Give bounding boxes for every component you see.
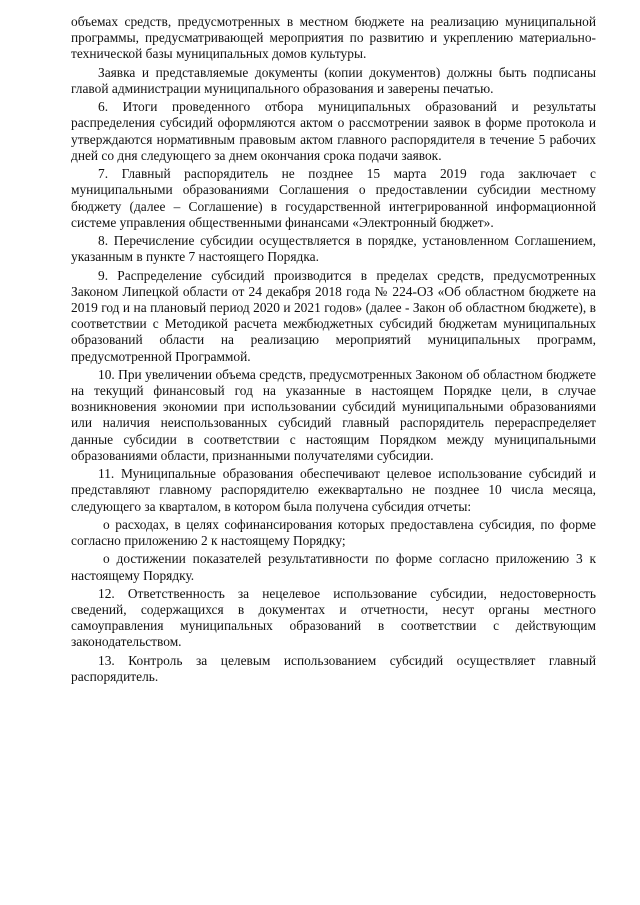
- paragraph-item-13: 13. Контроль за целевым использованием субсидий осуществляет главный распорядитель.: [71, 652, 596, 684]
- paragraph-report-indicators: о достижении показателей результативности по форме согласно приложению 3 к настоящему Порядку.: [71, 551, 596, 583]
- paragraph-report-expenses: о расходах, в целях софинансирования которых предоставлена субсидия, по форме согласно приложению 2 к настоящему Порядку;: [71, 516, 596, 549]
- paragraph-continuation: объемах средств, предусмотренных в местном бюджете на реализацию муниципальной программы, предусматривающей мероприятия по развитию и укреплению материально-технической базы муниципальных домов культуры.: [71, 14, 596, 62]
- paragraph-item-6: 6. Итоги проведенного отбора муниципальных образований и результаты распределения субсидий оформляются актом о рассмотрении заявок в форме протокола и утверждаются нормативным правовым актом главного распорядителя в течение 5 рабочих дней со дня следующего за днем окончания срока подачи заявок.: [71, 99, 596, 163]
- paragraph-item-9: 9. Распределение субсидий производится в пределах средств, предусмотренных Законом Липецкой области от 24 декабря 2018 года № 224-ОЗ «Об областном бюджете на 2019 год и на плановый период 2020 и 2021 годов» (далее - Закон об областном бюджете), в соответствии с Методикой расчета межбюджетных субсидий бюджетам муниципальных образований области на реализацию мероприятий муниципальных программ, предусмотренной Программой.: [71, 267, 596, 364]
- paragraph-item-10: 10. При увеличении объема средств, предусмотренных Законом об областном бюджете на текущий финансовый год на указанные в настоящем Порядке цели, в случае возникновения экономии при использовании субсидий муниципальными образованиями или наличия неиспользованных субсидий главный распорядитель перераспределяет данные субсидии в соответствии с настоящим Порядком между муниципальными образованиями области, признанными получателями субсидии.: [71, 366, 596, 463]
- paragraph-application-signing: Заявка и представляемые документы (копии документов) должны быть подписаны главой администрации муниципального образования и заверены печатью.: [71, 64, 596, 96]
- paragraph-item-11: 11. Муниципальные образования обеспечивают целевое использование субсидий и представляют главному распорядителю ежеквартально не позднее 10 числа месяца, следующего за кварталом, в котором была получена субсидия отчеты:: [71, 466, 596, 514]
- paragraph-item-8: 8. Перечисление субсидии осуществляется в порядке, установленном Соглашением, указанным в пункте 7 настоящего Порядка.: [71, 233, 596, 265]
- paragraph-item-12: 12. Ответственность за нецелевое использование субсидии, недостоверность сведений, содержащихся в документах и отчетности, несут органы местного самоуправления муниципальных образований в соответствии с действующим законодательством.: [71, 585, 596, 650]
- paragraph-item-7: 7. Главный распорядитель не позднее 15 марта 2019 года заключает с муниципальными образованиями Соглашения о предоставлении субсидии местному бюджету (далее – Соглашение) в государственной интегрированной информационной системе управления общественными финансами «Электронный бюджет».: [71, 166, 596, 230]
